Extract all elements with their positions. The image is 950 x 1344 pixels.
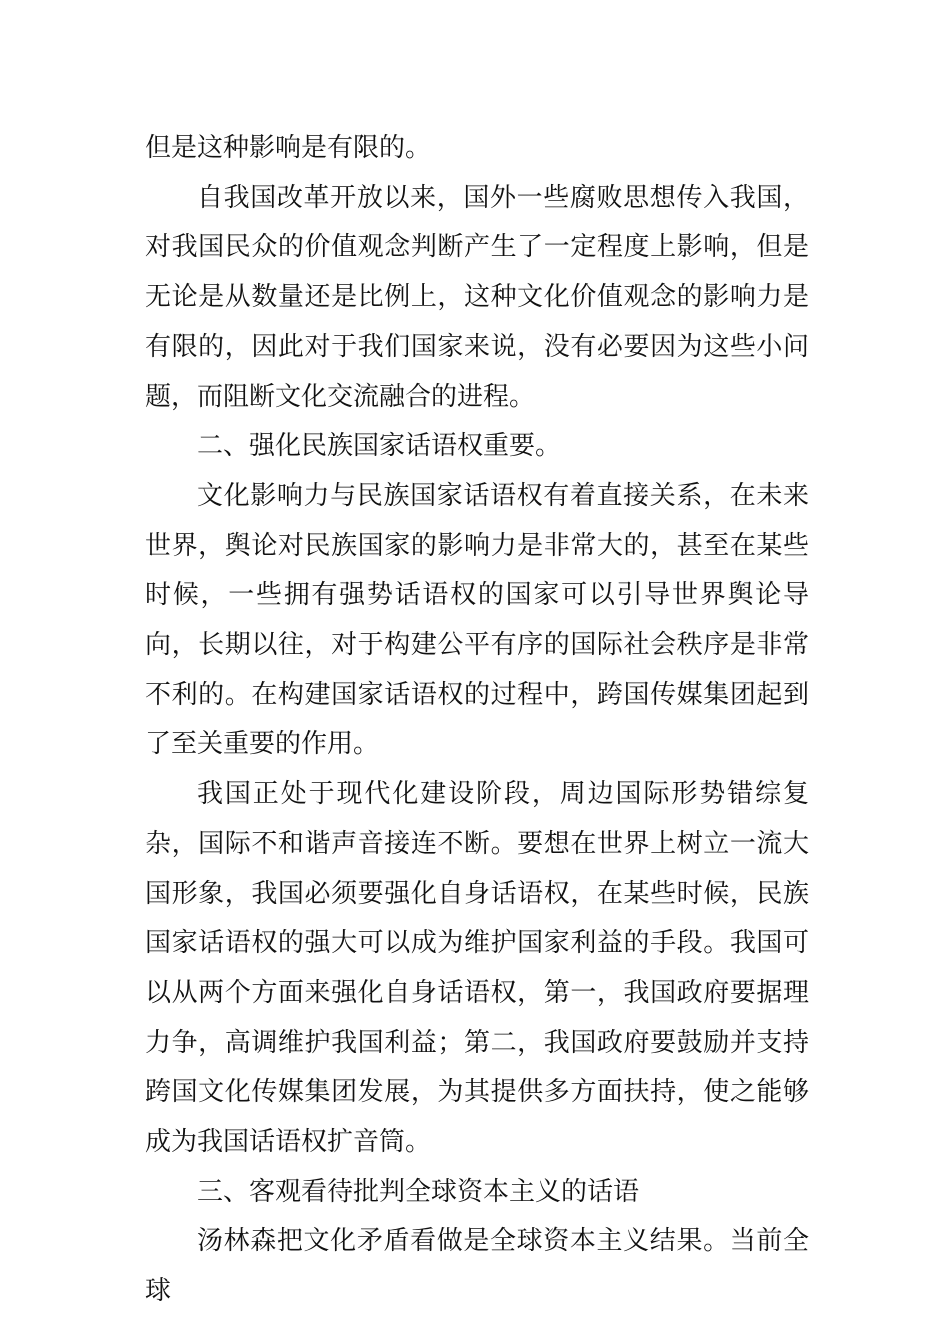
paragraph-continuation: 但是这种影响是有限的。 [145, 133, 432, 163]
paragraph-discourse-power: 文化影响力与民族国家话语权有着直接关系，在未来世界，舆论对民族国家的影响力是非常大的，甚至在某些时候，一些拥有强势话语权的国家可以引导世界舆论导向，长期以往，对于构建公平有序的国际社会秩序是非常不利的。在构建国家话语权的过程中，跨国传媒集团起到了至关重要的作用。 [145, 480, 809, 760]
paragraph-tomlinson: 汤林森把文化矛盾看做是全球资本主义结果。当前全球 [145, 1226, 809, 1307]
paragraph-strengthen-discourse: 我国正处于现代化建设阶段，周边国际形势错综复杂，国际不和谐声音接连不断。要想在世界上树立一流大国形象，我国必须要强化自身话语权，在某些时候，民族国家话语权的强大可以成为维护国家利益的手段。我国可以从两个方面来强化自身话语权，第一，我国政府要据理力争，高调维护我国利益；第二，我国政府要鼓励并支持跨国文化传媒集团发展，为其提供多方面扶持，使之能够成为我国话语权扩音筒。 [145, 779, 809, 1158]
document-body [145, 124, 809, 1317]
section-heading-3: 三、客观看待批判全球资本主义的话语 [197, 1176, 640, 1207]
section-heading-2: 二、强化民族国家话语权重要。 [197, 431, 562, 462]
paragraph-reform-influence: 自我国改革开放以来，国外一些腐败思想传入我国，对我国民众的价值观念判断产生了一定程度上影响，但是无论是从数量还是比例上，这种文化价值观念的影响力是有限的，因此对于我们国家来说，没有必要因为这些小问题，而阻断文化交流融合的进程。 [145, 182, 809, 412]
